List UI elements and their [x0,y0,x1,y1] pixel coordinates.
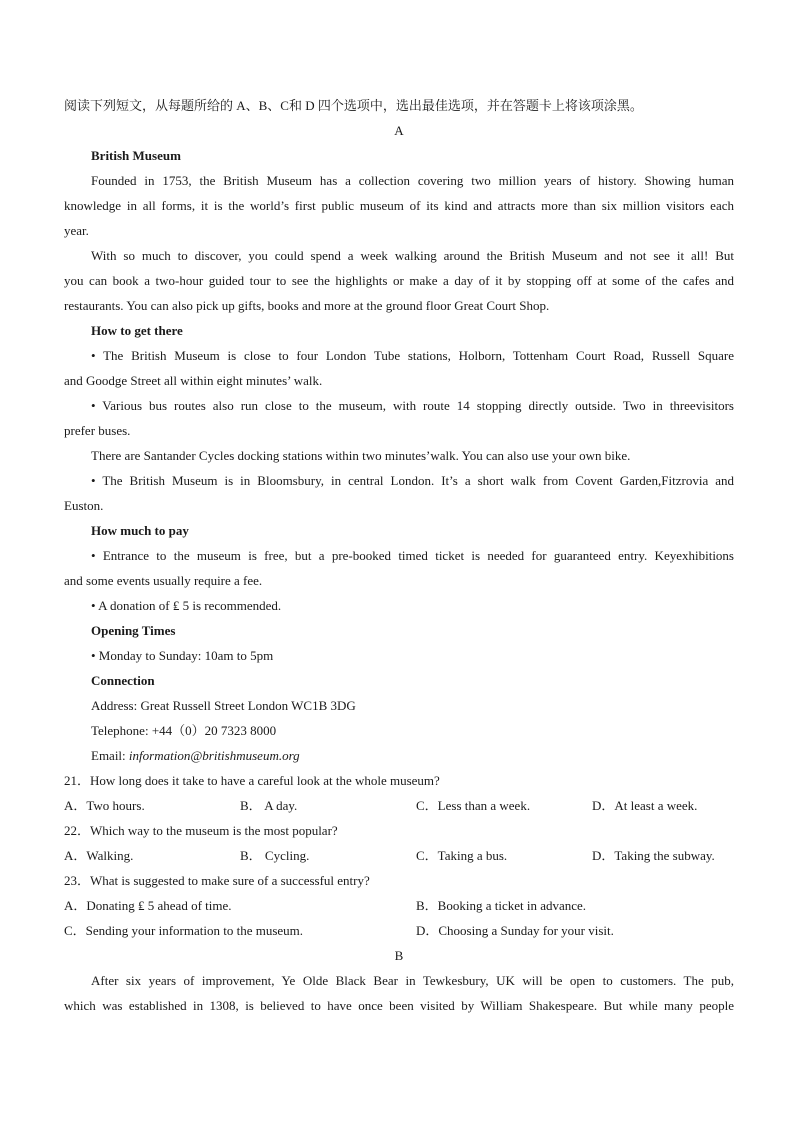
bullet-item-continuation: Euston. [64,498,104,513]
paragraph-line: With so much to discover, you could spend a week walking around the British Museum and not see it all! But [91,248,734,263]
section-heading-connection: Connection [91,673,155,688]
paragraph-line: Founded in 1753, the British Museum has a collection covering two million years of history. Showing human [91,173,734,188]
cycles-line: There are Santander Cycles docking stations within two minutes’walk. You can also use your own bike. [91,448,631,463]
instructions: 阅读下列短文，从每题所给的 A、B、C和 D 四个选项中，选出最佳选项，并在答题卡上将该项涂黑。 [64,98,643,113]
section-heading-opening-times: Opening Times [91,623,176,638]
bullet-item: • Monday to Sunday: 10am to 5pm [91,648,274,663]
option-d: D．Choosing a Sunday for your visit. [416,923,614,938]
email-line [91,743,734,768]
question-stem: 22．Which way to the museum is the most popular? [64,823,338,838]
option-a: A．Two hours. [64,798,145,813]
paragraph-line: knowledge in all forms, it is the world’s first public museum of its kind and attracts more than six million visitors each [64,198,734,213]
paragraph-line: year. [64,223,89,238]
bullet-item-continuation: and Goodge Street all within eight minutes’ walk. [64,373,323,388]
option-c: C．Taking a bus. [416,848,508,863]
option-c: C．Less than a week. [416,798,531,813]
paragraph-line: you can book a two-hour guided tour to see the highlights or make a day of it by stopping off at some of the cafes and [64,273,734,288]
bullet-item: • Entrance to the museum is free, but a pre-booked timed ticket is needed for guaranteed entry. Keyexhibitions [91,548,734,563]
option-d: D．Taking the subway. [592,848,715,863]
bullet-item: • A donation of ₤ 5 is recommended. [91,598,282,613]
option-c: C．Sending your information to the museum. [64,923,304,938]
paragraph-line: After six years of improvement, Ye Olde Black Bear in Tewkesbury, UK will be open to customers. The pub, [91,973,734,988]
paragraph-line: restaurants. You can also pick up gifts, books and more at the ground floor Great Court Shop. [64,298,550,313]
option-b: B．Booking a ticket in advance. [416,898,587,913]
question-stem: 23．What is suggested to make sure of a successful entry? [64,873,370,888]
bullet-item-continuation: and some events usually require a fee. [64,573,263,588]
option-a: A．Donating ₤ 5 ahead of time. [64,898,232,913]
section-label-a: A [394,123,404,138]
section-heading-how-to-get-there: How to get there [91,323,183,338]
question-stem: 21．How long does it take to have a careful look at the whole museum? [64,773,440,788]
bullet-item: • The British Museum is close to four London Tube stations, Holborn, Tottenham Court Road, Russell Square [91,348,734,363]
section-heading-how-much-to-pay: How much to pay [91,523,189,538]
bullet-item: • Various bus routes also run close to the museum, with route 14 stopping directly outside. Two in threevisitors [91,398,734,413]
telephone-line: Telephone: +44（0）20 7323 8000 [91,723,277,738]
option-b: B． Cycling. [240,848,310,863]
bullet-item: • The British Museum is in Bloomsbury, in central London. It’s a short walk from Covent Garden,Fitzrovia and [91,473,734,488]
option-d: D．At least a week. [592,798,698,813]
bullet-item-continuation: prefer buses. [64,423,131,438]
section-label-b: B [394,948,404,963]
email-address: information@britishmuseum.org [128,748,300,763]
option-b: B． A day. [240,798,298,813]
address-line: Address: Great Russell Street London WC1B 3DG [91,698,356,713]
option-a: A．Walking. [64,848,134,863]
paragraph-line: which was established in 1308, is believed to have once been visited by William Shakespeare. But while many people [64,998,734,1013]
email-label: Email: [91,748,126,763]
passage-title: British Museum [91,148,181,163]
